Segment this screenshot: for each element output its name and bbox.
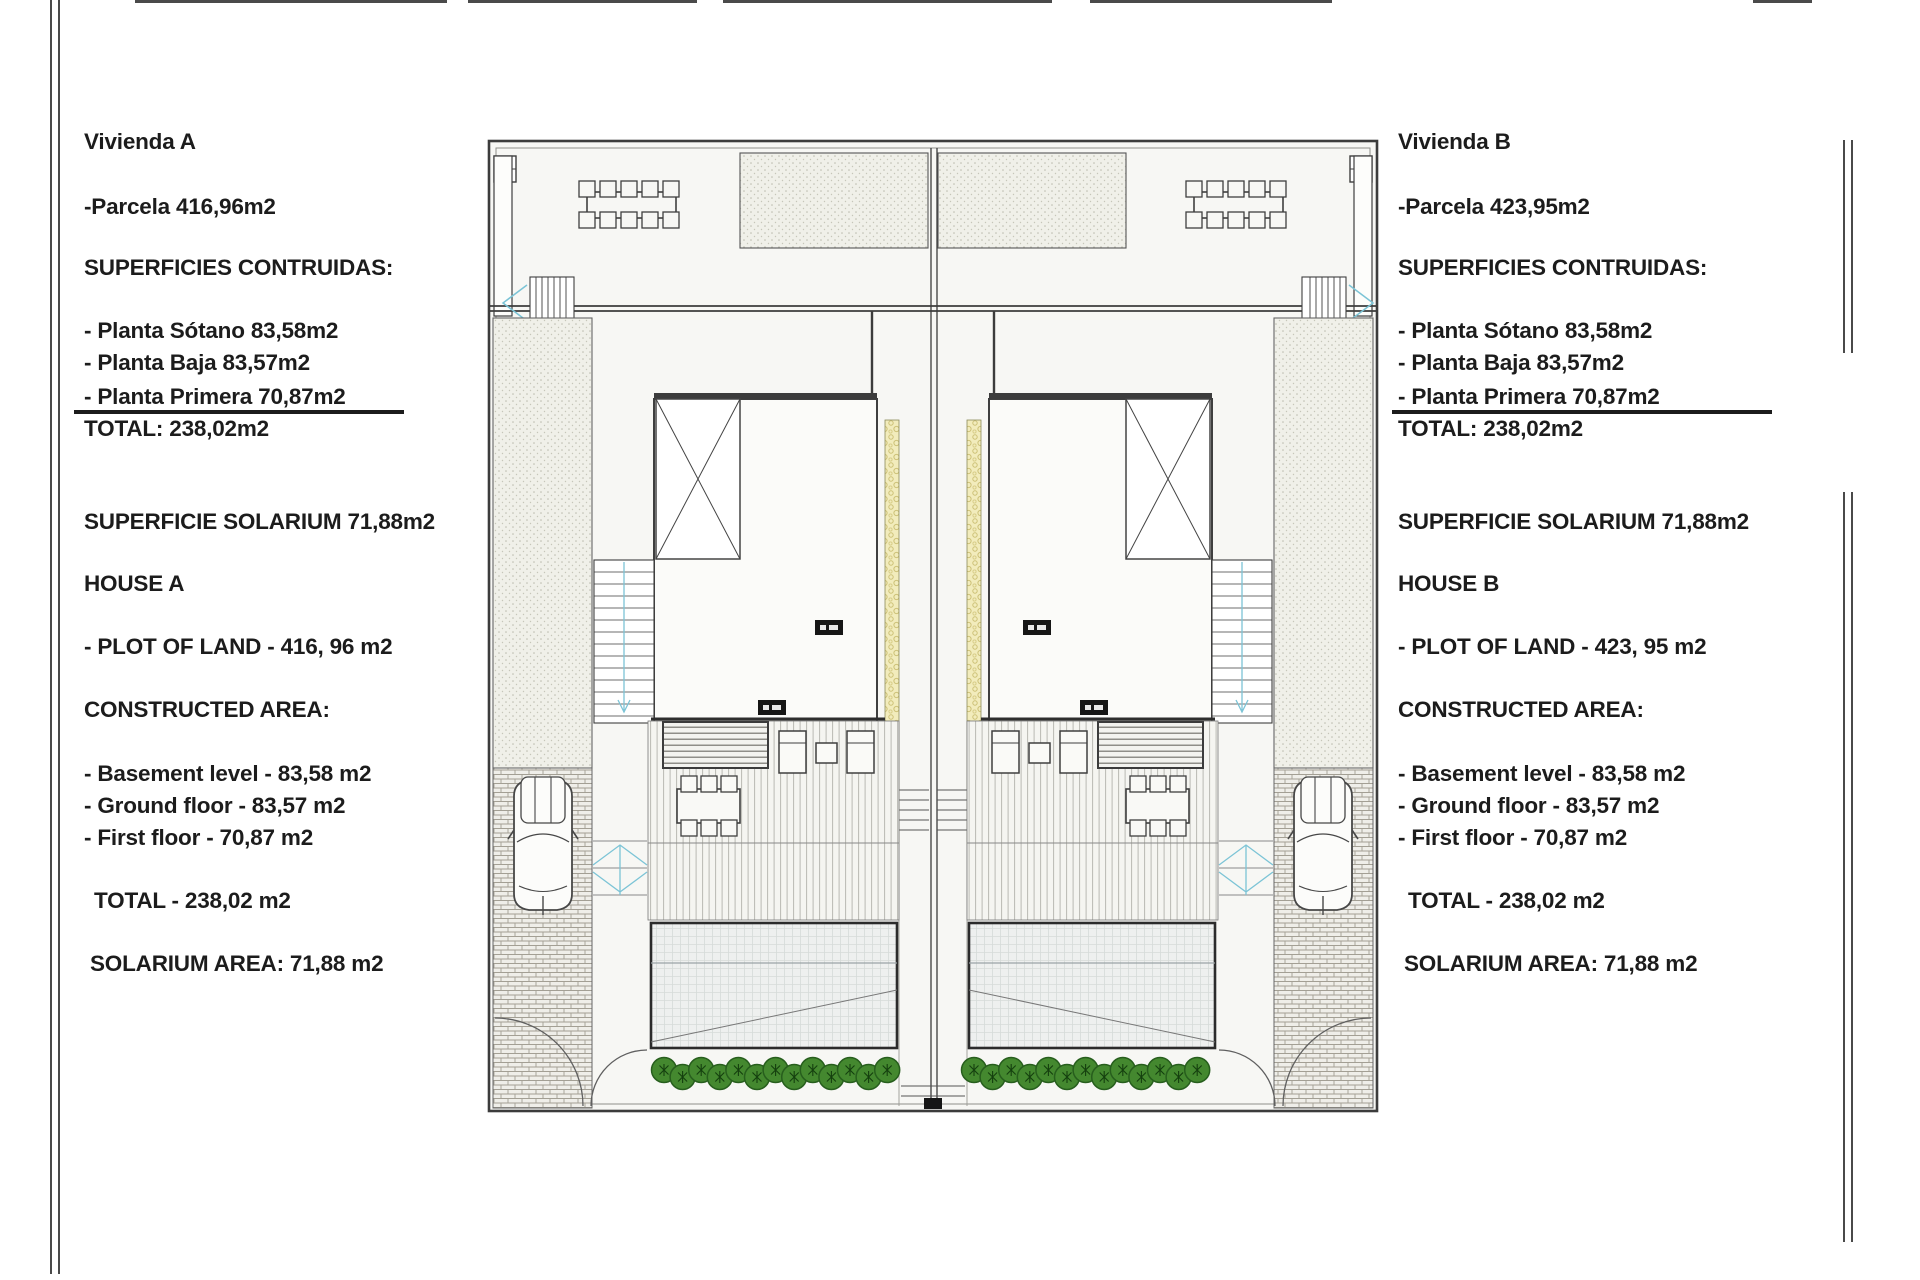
info-line: TOTAL - 238,02 m2 bbox=[1408, 888, 1605, 913]
info-line: SUPERFICIES CONTRUIDAS: bbox=[1398, 255, 1708, 280]
info-line: -Parcela 416,96m2 bbox=[84, 194, 276, 219]
dining-set bbox=[1126, 776, 1189, 836]
info-line: - First floor - 70,87 m2 bbox=[84, 825, 314, 850]
sheet-left-border bbox=[50, 0, 52, 1274]
site-plan-drawing bbox=[470, 130, 1410, 1120]
sheet-top-border-segment bbox=[723, 0, 1052, 3]
info-line: HOUSE B bbox=[1398, 571, 1500, 596]
info-line: - Planta Baja 83,57m2 bbox=[1398, 350, 1624, 375]
underline-rule bbox=[74, 410, 404, 414]
info-line: - Basement level - 83,58 m2 bbox=[84, 761, 372, 786]
car-icon bbox=[1288, 777, 1358, 915]
underline-rule bbox=[1392, 410, 1772, 414]
info-line: - Planta Sótano 83,58m2 bbox=[1398, 318, 1653, 343]
info-line: CONSTRUCTED AREA: bbox=[1398, 697, 1644, 722]
info-line: - Planta Sótano 83,58m2 bbox=[84, 318, 339, 343]
info-line: - Ground floor - 83,57 m2 bbox=[84, 793, 346, 818]
info-line: SUPERFICIE SOLARIUM 71,88m2 bbox=[84, 509, 435, 534]
sheet-right-border-segment bbox=[1851, 140, 1853, 353]
info-line: Vivienda A bbox=[84, 129, 196, 154]
info-line: - Ground floor - 83,57 m2 bbox=[1398, 793, 1660, 818]
sheet-right-border-segment bbox=[1851, 492, 1853, 1242]
sheet-left-border bbox=[58, 0, 60, 1274]
info-line: TOTAL - 238,02 m2 bbox=[94, 888, 291, 913]
info-line: - First floor - 70,87 m2 bbox=[1398, 825, 1628, 850]
car-icon bbox=[508, 777, 578, 915]
info-line: - PLOT OF LAND - 423, 95 m2 bbox=[1398, 634, 1707, 659]
info-line: SUPERFICIES CONTRUIDAS: bbox=[84, 255, 394, 280]
equipment-tag bbox=[1080, 700, 1108, 715]
equipment-tag bbox=[758, 700, 786, 715]
info-line: TOTAL: 238,02m2 bbox=[84, 416, 269, 441]
sheet-top-border-segment bbox=[1090, 0, 1332, 3]
info-line: SOLARIUM AREA: 71,88 m2 bbox=[1404, 951, 1698, 976]
info-line: - Planta Baja 83,57m2 bbox=[84, 350, 310, 375]
terrace-table-set bbox=[579, 181, 679, 228]
sheet-top-border-segment bbox=[1753, 0, 1812, 3]
sheet-right-border-segment bbox=[1843, 492, 1845, 1242]
info-line: HOUSE A bbox=[84, 571, 185, 596]
info-line: - PLOT OF LAND - 416, 96 m2 bbox=[84, 634, 393, 659]
equipment-tag bbox=[1023, 620, 1051, 635]
equipment-tag bbox=[815, 620, 843, 635]
info-line: -Parcela 423,95m2 bbox=[1398, 194, 1590, 219]
terrace-table-set bbox=[1186, 181, 1286, 228]
info-line: SOLARIUM AREA: 71,88 m2 bbox=[90, 951, 384, 976]
info-line: - Basement level - 83,58 m2 bbox=[1398, 761, 1686, 786]
threshold-mark bbox=[924, 1098, 942, 1109]
info-line: SUPERFICIE SOLARIUM 71,88m2 bbox=[1398, 509, 1749, 534]
dining-set bbox=[677, 776, 740, 836]
info-line: CONSTRUCTED AREA: bbox=[84, 697, 330, 722]
info-line: TOTAL: 238,02m2 bbox=[1398, 416, 1583, 441]
sheet-right-border-segment bbox=[1843, 140, 1845, 353]
info-line: - Planta Primera 70,87m2 bbox=[84, 384, 346, 409]
sheet-top-border-segment bbox=[135, 0, 447, 3]
info-line: Vivienda B bbox=[1398, 129, 1511, 154]
info-line: - Planta Primera 70,87m2 bbox=[1398, 384, 1660, 409]
sheet-top-border-segment bbox=[468, 0, 697, 3]
